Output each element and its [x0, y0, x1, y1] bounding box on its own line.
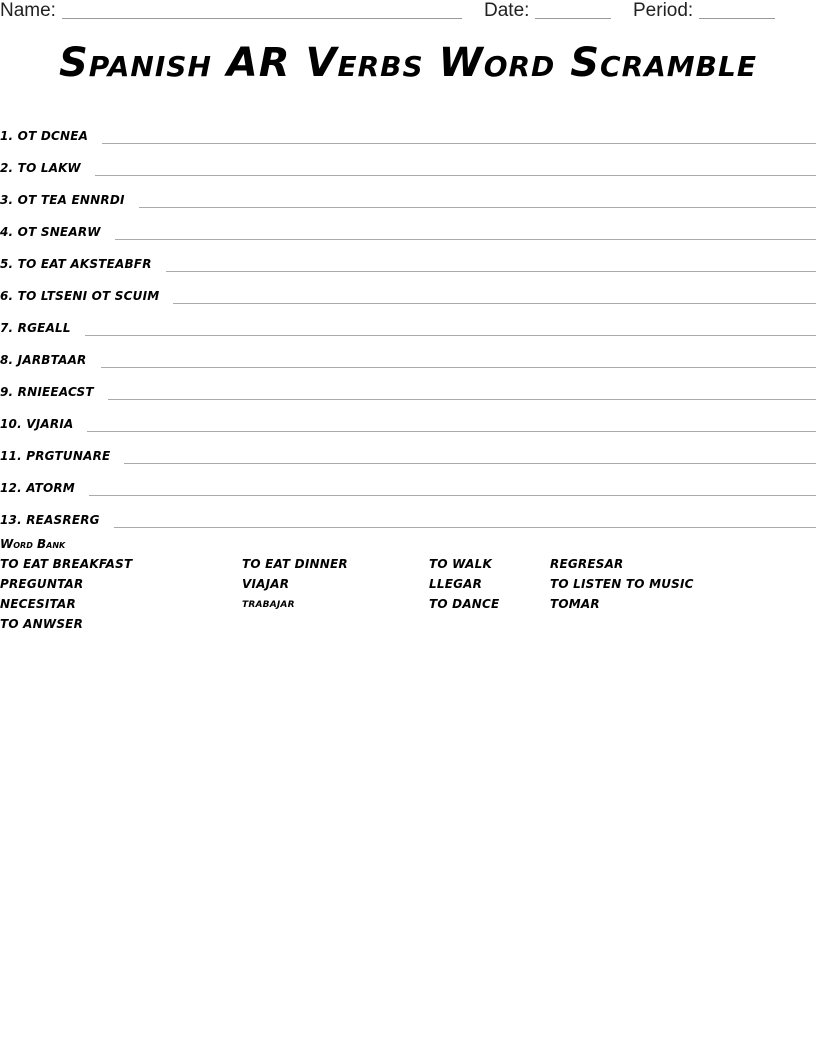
word-bank-title: Word Bank — [0, 537, 66, 551]
word-bank-item: TRABAJAR — [242, 600, 295, 610]
word-bank-item: REGRESAR — [550, 557, 624, 571]
answer-line[interactable] — [102, 143, 816, 144]
word-bank-item: TO ANWSER — [0, 617, 84, 631]
question-text: 12. ATORM — [0, 481, 75, 495]
word-bank-item: TO LISTEN TO MUSIC — [550, 577, 694, 591]
question-text: 1. OT DCNEA — [0, 129, 89, 143]
question-text: 13. REASRERG — [0, 513, 100, 527]
word-bank-item: TO DANCE — [429, 597, 500, 611]
word-bank-item: VIAJAR — [242, 577, 290, 591]
page-title: Spanish AR Verbs Word Scramble — [59, 40, 757, 86]
question-row — [0, 272, 816, 304]
date-blank[interactable] — [535, 18, 611, 19]
period-label: Period: — [633, 0, 694, 21]
question-text: 2. TO LAKW — [0, 161, 81, 175]
question-row — [0, 304, 816, 336]
question-text: 6. TO LTSENI OT SCUIM — [0, 289, 160, 303]
date-label: Date: — [484, 0, 530, 21]
question-text: 7. RGEALL — [0, 321, 71, 335]
question-row — [0, 176, 816, 208]
answer-line[interactable] — [139, 207, 816, 208]
answer-line[interactable] — [173, 303, 816, 304]
question-text: 4. OT SNEARW — [0, 225, 101, 239]
question-row — [0, 432, 816, 464]
question-text: 9. RNIEEACST — [0, 385, 94, 399]
question-text: 8. JARBTAAR — [0, 353, 87, 367]
worksheet-header — [0, 0, 816, 24]
question-list — [0, 112, 816, 528]
answer-line[interactable] — [115, 239, 816, 240]
answer-line[interactable] — [108, 399, 816, 400]
question-text: 11. PRGTUNARE — [0, 449, 111, 463]
name-blank[interactable] — [62, 18, 462, 19]
question-text: 10. VJARIA — [0, 417, 74, 431]
question-row — [0, 368, 816, 400]
answer-line[interactable] — [85, 335, 816, 336]
answer-line[interactable] — [87, 431, 816, 432]
answer-line[interactable] — [124, 463, 816, 464]
answer-line[interactable] — [101, 367, 816, 368]
word-bank-item: NECESITAR — [0, 597, 76, 611]
name-label: Name: — [0, 0, 56, 21]
question-text: 5. TO EAT AKSTEABFR — [0, 257, 152, 271]
word-bank-item: TO EAT BREAKFAST — [0, 557, 133, 571]
question-text: 3. OT TEA ENNRDI — [0, 193, 125, 207]
question-row — [0, 240, 816, 272]
answer-line[interactable] — [114, 527, 816, 528]
question-row — [0, 144, 816, 176]
word-bank-item: PREGUNTAR — [0, 577, 84, 591]
question-row — [0, 336, 816, 368]
question-row — [0, 464, 816, 496]
word-bank-item: TO EAT DINNER — [242, 557, 348, 571]
word-bank-item: LLEGAR — [429, 577, 483, 591]
question-row — [0, 208, 816, 240]
answer-line[interactable] — [166, 271, 816, 272]
answer-line[interactable] — [89, 495, 816, 496]
answer-line[interactable] — [95, 175, 816, 176]
word-bank-item: TOMAR — [550, 597, 600, 611]
period-blank[interactable] — [699, 18, 775, 19]
question-row — [0, 112, 816, 144]
question-row — [0, 496, 816, 528]
word-bank-item: TO WALK — [429, 557, 493, 571]
question-row — [0, 400, 816, 432]
